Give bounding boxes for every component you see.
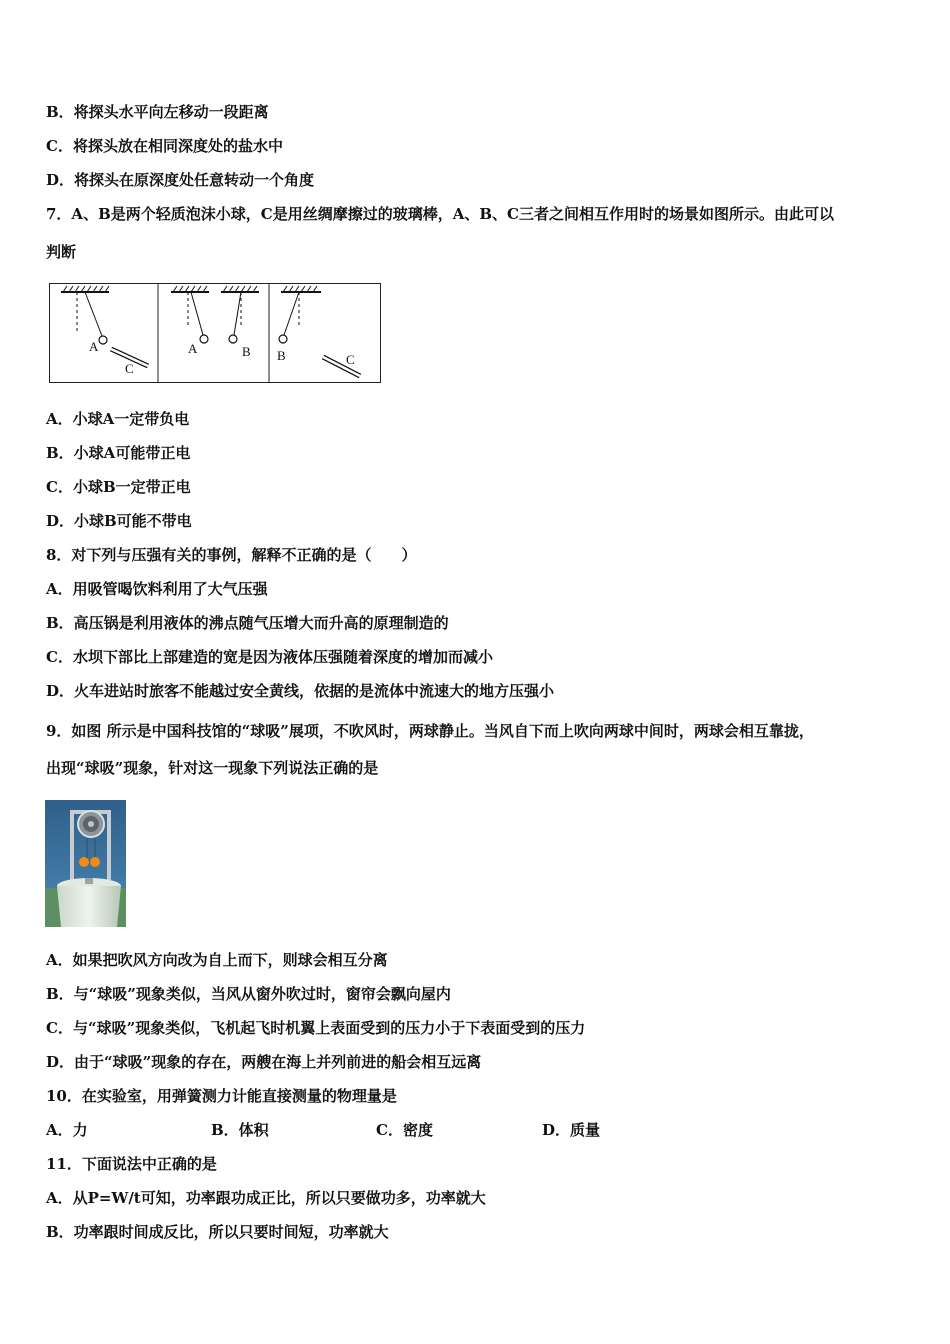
q9-option-a: A．如果把吹风方向改为自上而下，则球会相互分离 (46, 951, 388, 969)
q11-option-b: B．功率跟时间成反比，所以只要时间短，功率就大 (46, 1223, 389, 1241)
q10-option-d: D．质量 (542, 1121, 601, 1139)
q7-stem-line2: 判断 (46, 243, 77, 261)
q9-stem-line2: 出现“球吸”现象，针对这一现象下列说法正确的是 (46, 759, 379, 777)
q7-option-b: B．小球A可能带正电 (46, 444, 191, 462)
q7-stem-line1: 7．A、B是两个轻质泡沫小球，C是用丝绸摩擦过的玻璃棒，A、B、C三者之间相互作用时的场景如图所示。由此可以 (46, 205, 834, 223)
q7-option-c: C．小球B一定带正电 (46, 478, 191, 496)
q7-option-d: D．小球B可能不带电 (46, 512, 192, 530)
q6-option-d: D．将探头在原深度处任意转动一个角度 (46, 171, 315, 189)
q6-option-c: C．将探头放在相同深度处的盐水中 (46, 137, 283, 155)
q11-stem: 11．下面说法中正确的是 (46, 1155, 217, 1173)
q9-stem-line1: 9．如图 所示是中国科技馆的“球吸”展项，不吹风时，两球静止。当风自下而上吹向两球中间时，两球会相互靠拢， (46, 722, 814, 740)
ball-a-1 (99, 336, 107, 344)
q7-figure (49, 283, 381, 383)
q9-option-b: B．与“球吸”现象类似，当风从窗外吹过时，窗帘会飘向屋内 (46, 985, 451, 1003)
label-b-2: B (242, 344, 251, 359)
ball-b-3 (279, 335, 287, 343)
q7-figure-svg (49, 283, 381, 383)
q6-option-b: B．将探头水平向左移动一段距离 (46, 103, 269, 121)
q7-option-a: A．小球A一定带负电 (46, 410, 190, 428)
q10-option-c: C．密度 (376, 1121, 433, 1139)
panel3 (277, 286, 360, 376)
label-c-1: C (125, 361, 134, 376)
q10-option-b: B．体积 (211, 1121, 269, 1139)
q10-stem: 10．在实验室，用弹簧测力计能直接测量的物理量是 (46, 1087, 397, 1105)
ball-b-2 (229, 335, 237, 343)
q8-option-c: C．水坝下部比上部建造的宽是因为液体压强随着深度的增加而减小 (46, 648, 493, 666)
q9-option-d: D．由于“球吸”现象的存在，两艘在海上并列前进的船会相互远离 (46, 1053, 482, 1071)
q10-option-a: A．力 (46, 1121, 88, 1139)
panel1 (61, 286, 148, 376)
q8-stem: 8．对下列与压强有关的事例，解释不正确的是（ ） (46, 546, 417, 564)
q9-ball-suction-photo (45, 800, 126, 927)
q11-option-a: A．从P=W/t可知，功率跟功成正比，所以只要做功多，功率就大 (46, 1189, 486, 1207)
ball-a-2 (200, 335, 208, 343)
label-b-3: B (277, 348, 286, 363)
q8-option-d: D．火车进站时旅客不能越过安全黄线，依据的是流体中流速大的地方压强小 (46, 682, 555, 700)
q8-option-a: A．用吸管喝饮料利用了大气压强 (46, 580, 268, 598)
label-a-1: A (89, 339, 99, 354)
q9-option-c: C．与“球吸”现象类似，飞机起飞时机翼上表面受到的压力小于下表面受到的压力 (46, 1019, 586, 1037)
panel2 (171, 286, 259, 359)
label-c-3: C (346, 352, 355, 367)
label-a-2: A (188, 341, 198, 356)
q8-option-b: B．高压锅是利用液体的沸点随气压增大而升高的原理制造的 (46, 614, 449, 632)
